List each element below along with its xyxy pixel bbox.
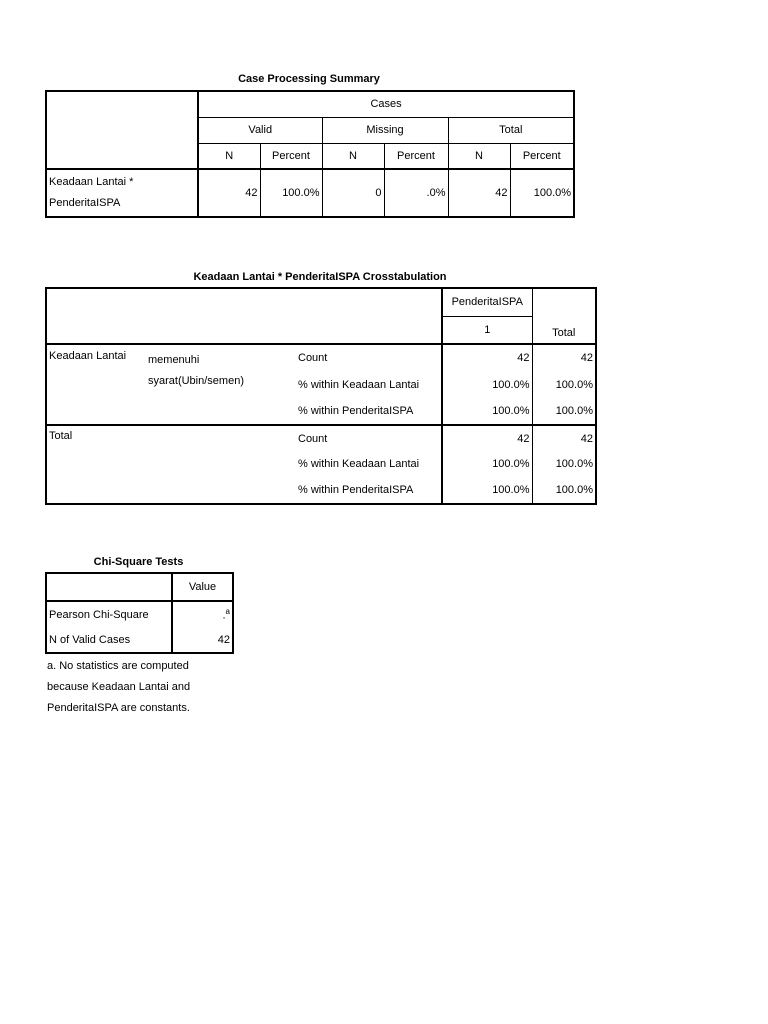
- total-percent-cell: 100.0%: [510, 169, 574, 217]
- missing-n-cell: 0: [322, 169, 384, 217]
- row-label-line1: Keadaan Lantai *: [49, 176, 134, 188]
- cell-value: 100.0%: [442, 477, 532, 504]
- col-header-n: N: [448, 143, 510, 169]
- row-label: [46, 169, 198, 217]
- chisq-footnote: [47, 656, 190, 719]
- penderita-ispa-value-header: 1: [442, 316, 532, 344]
- stat-label: % within Keadaan Lantai: [296, 371, 442, 398]
- crosstab-table: [45, 287, 597, 505]
- row-label-line2: PenderitaISPA: [49, 197, 121, 209]
- cell-total: 100.0%: [532, 398, 596, 425]
- cell-total: 100.0%: [532, 477, 596, 504]
- valid-cases-label: N of Valid Cases: [46, 627, 172, 653]
- cell-value: 42: [442, 344, 532, 371]
- crosstab-corner: [46, 288, 442, 344]
- chisq-table: [45, 572, 234, 654]
- cell-value: 100.0%: [442, 398, 532, 425]
- stat-label: Count: [296, 425, 442, 451]
- valid-cases-value: 42: [172, 627, 233, 653]
- row-var-label: Keadaan Lantai: [46, 344, 146, 425]
- valid-n-cell: 42: [198, 169, 260, 217]
- stat-label: % within PenderitaISPA: [296, 477, 442, 504]
- cases-header: Cases: [198, 91, 574, 117]
- cell-total: 100.0%: [532, 371, 596, 398]
- total-header: Total: [448, 117, 574, 143]
- chisq-corner: [46, 573, 172, 601]
- footnote-line: PenderitaISPA are constants.: [47, 702, 190, 714]
- missing-header: Missing: [322, 117, 448, 143]
- stat-label: Count: [296, 344, 442, 371]
- cell-total: 42: [532, 425, 596, 451]
- crosstab-title: Keadaan Lantai * PenderitaISPA Crosstabulation: [193, 271, 447, 283]
- row-category-line2: syarat(Ubin/semen): [148, 375, 244, 387]
- crosstab-total-header: Total: [532, 288, 596, 344]
- cell-total: 42: [532, 344, 596, 371]
- stat-label: % within Keadaan Lantai: [296, 451, 442, 477]
- case-summary-title: Case Processing Summary: [238, 73, 380, 85]
- footnote-line: a. No statistics are computed: [47, 660, 189, 672]
- cell-value: 42: [442, 425, 532, 451]
- col-header-percent: Percent: [510, 143, 574, 169]
- stat-label: % within PenderitaISPA: [296, 398, 442, 425]
- total-row-label: Total: [46, 425, 296, 504]
- footnote-line: because Keadaan Lantai and: [47, 681, 191, 693]
- col-header-n: N: [198, 143, 260, 169]
- case-summary-corner: [46, 91, 198, 169]
- footnote-marker: a: [225, 607, 230, 617]
- pearson-chisq-value: [172, 601, 233, 627]
- col-header-percent: Percent: [384, 143, 448, 169]
- pearson-chisq-label: Pearson Chi-Square: [46, 601, 172, 627]
- penderita-ispa-header: PenderitaISPA: [442, 288, 532, 316]
- total-n-cell: 42: [448, 169, 510, 217]
- valid-percent-cell: 100.0%: [260, 169, 322, 217]
- value-header: Value: [172, 573, 233, 601]
- cell-value: 100.0%: [442, 451, 532, 477]
- col-header-percent: Percent: [260, 143, 322, 169]
- col-header-n: N: [322, 143, 384, 169]
- cell-value: 100.0%: [442, 371, 532, 398]
- chisq-title: Chi-Square Tests: [93, 556, 184, 568]
- missing-percent-cell: .0%: [384, 169, 448, 217]
- cell-total: 100.0%: [532, 451, 596, 477]
- pearson-chisq-value-text: .: [222, 609, 226, 622]
- case-summary-table: [45, 90, 575, 218]
- valid-header: Valid: [198, 117, 322, 143]
- row-category-line1: memenuhi: [148, 354, 200, 366]
- row-category-label: [146, 344, 296, 425]
